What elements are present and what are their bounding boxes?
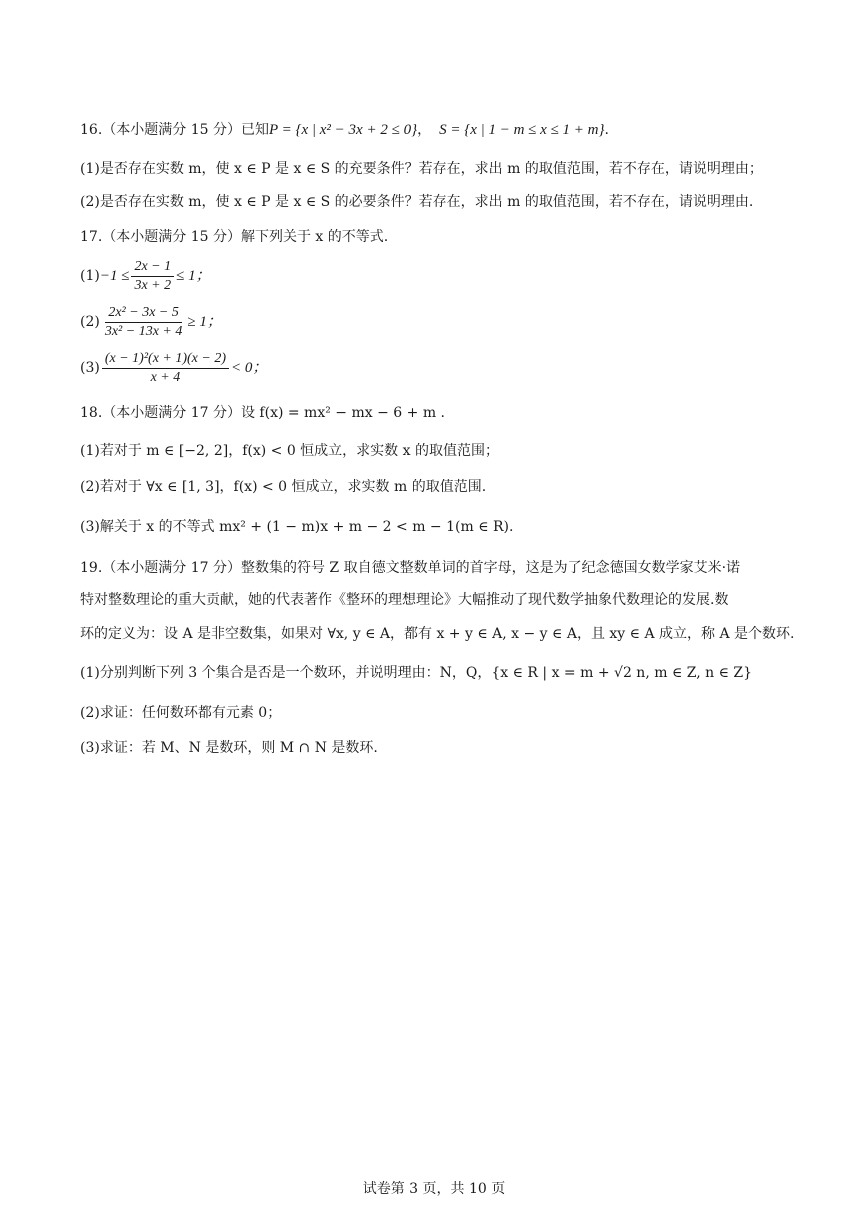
separator: ，: [417, 122, 432, 138]
q17-header: 17.（本小题满分 15 分）解下列关于 x 的不等式.: [80, 229, 389, 245]
q18-part2: (2)若对于 ∀x ∈ [1, 3]，f(x) < 0 恒成立，求实数 m 的取值范围.: [80, 479, 487, 495]
numerator: (x − 1)²(x + 1)(x − 2): [102, 350, 229, 369]
numerator: 2x − 1: [131, 258, 174, 277]
q17-part2: [80, 302, 222, 342]
q18-part1: (1)若对于 m ∈ [−2, 2]，f(x) < 0 恒成立，求实数 x 的取值范围；: [80, 443, 499, 459]
numerator: 2x² − 3x − 5: [105, 304, 182, 323]
denominator: 3x + 2: [134, 277, 172, 293]
q16-part1: (1)是否存在实数 m，使 x ∈ P 是 x ∈ S 的充要条件？若存在，求出 m 的取值范围，若不存在，请说明理由；: [80, 161, 763, 177]
part-label: (3): [80, 360, 100, 376]
part-label: (1): [80, 268, 100, 284]
q17-part1: [80, 256, 211, 296]
q19-part2: (2)求证：任何数环都有元素 0；: [80, 705, 282, 721]
fraction: [102, 304, 186, 341]
fraction: [102, 350, 229, 387]
q16-header: [80, 120, 609, 140]
denominator: x + 4: [150, 369, 181, 385]
q19-part3: (3)求证：若 M、N 是数环，则 M ∩ N 是数环.: [80, 740, 378, 756]
left-bound: −1 ≤: [99, 268, 130, 284]
fraction: [131, 258, 174, 295]
set-p-formula: P = {x | x² − 3x + 2 ≤ 0}: [268, 122, 418, 138]
q18-header: 18.（本小题满分 17 分）设 f(x) = mx² − mx − 6 + m .: [80, 405, 445, 421]
period: .: [604, 122, 609, 138]
part-label: (2): [80, 314, 100, 330]
q16-part2: (2)是否存在实数 m，使 x ∈ P 是 x ∈ S 的必要条件？若存在，求出 m 的取值范围，若不存在，请说明理由.: [80, 194, 754, 210]
q19-part1: (1)分别判断下列 3 个集合是否是一个数环，并说明理由：N，Q，{x ∈ R | x = m + √2 n, m ∈ Z, n ∈ Z}: [80, 665, 753, 681]
page-footer: 试卷第 3 页，共 10 页: [362, 1181, 506, 1197]
right-bound: ≤ 1；: [176, 268, 211, 284]
inequality-rhs: < 0；: [231, 360, 268, 376]
q16-title: 16.（本小题满分 15 分）已知: [80, 122, 269, 138]
q19-line2: 特对整数理论的重大贡献，她的代表著作《整环的理想理论》大幅推动了现代数学抽象代数理论的发展.数: [80, 592, 729, 608]
q18-part3: (3)解关于 x 的不等式 mx² + (1 − m)x + m − 2 < m − 1(m ∈ R).: [80, 519, 514, 535]
set-s-formula: S = {x | 1 − m ≤ x ≤ 1 + m}: [439, 122, 605, 138]
inequality-rhs: ≥ 1；: [187, 314, 222, 330]
denominator: 3x² − 13x + 4: [104, 323, 183, 339]
q19-line3: 环的定义为：设 A 是非空数集，如果对 ∀x, y ∈ A，都有 x + y ∈ A, x − y ∈ A，且 xy ∈ A 成立，称 A 是个数环.: [80, 626, 795, 642]
q19-line1: 19.（本小题满分 17 分）整数集的符号 Z 取自德文整数单词的首字母，这是为了纪念德国女数学家艾米·诺: [80, 560, 741, 576]
q17-part3: [80, 348, 267, 388]
